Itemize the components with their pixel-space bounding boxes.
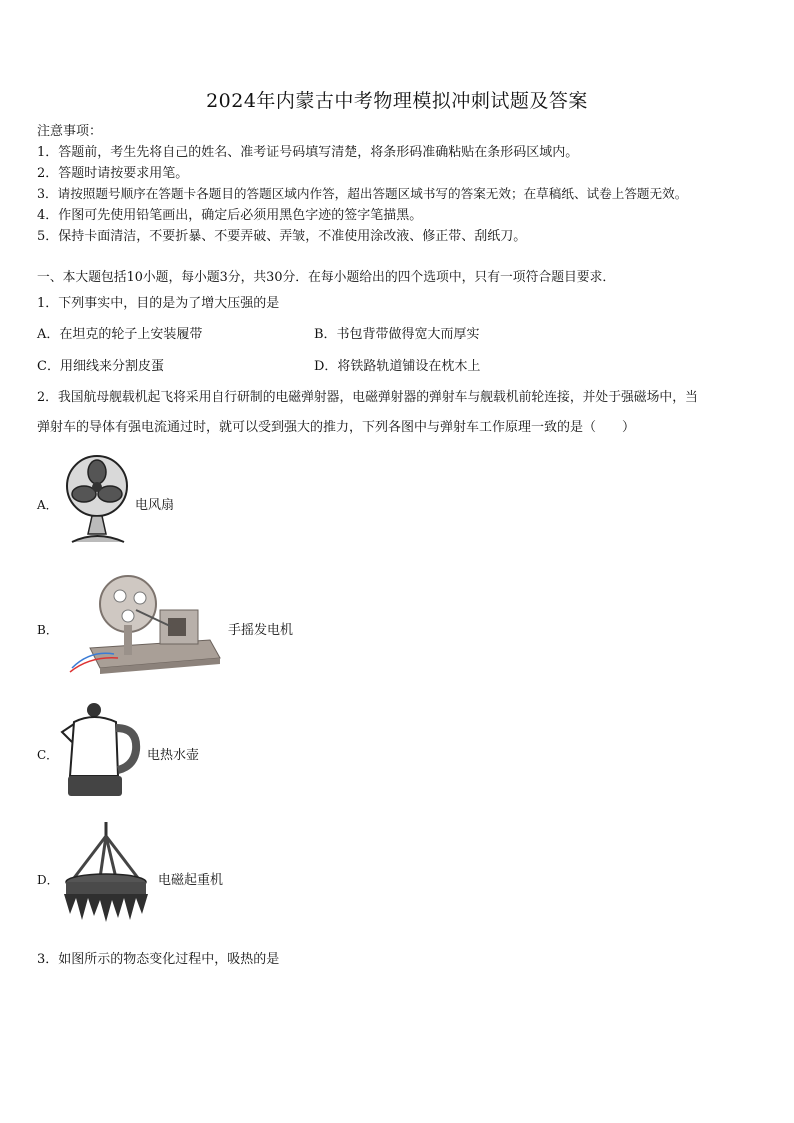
note-item-5: 5．保持卡面清洁，不要折暴、不要弄破、弄皱，不准使用涂改液、修正带、刮纸刀。 (37, 229, 527, 244)
note-item-2: 2．答题时请按要求用笔。 (37, 166, 189, 181)
question-2-choice-d-label: 电磁起重机 (158, 873, 224, 888)
page-title: 2024年内蒙古中考物理模拟冲刺试题及答案 (206, 90, 588, 112)
electromagnetic-crane-icon (60, 822, 155, 930)
question-2-stem-line-1: 2．我国航母舰载机起飞将采用自行研制的电磁弹射器，电磁弹射器的弹射车与舰载机前轮连接，并处于强磁场中，当 (37, 390, 698, 405)
section-heading: 一、本大题包括10小题，每小题3分，共30分．在每小题给出的四个选项中，只有一项符合题目要求． (37, 270, 616, 285)
note-item-1: 1．答题前，考生先将自己的姓名、准考证号码填写清楚，将条形码准确粘贴在条形码区域内。 (37, 145, 579, 160)
question-2-choice-c-letter: C． (37, 748, 59, 762)
question-2-choice-b-letter: B． (37, 623, 58, 637)
question-2-choice-a-label: 电风扇 (135, 498, 175, 513)
question-1-option-b: B．书包背带做得宽大而厚实 (314, 327, 480, 342)
notes-heading: 注意事项： (37, 124, 103, 139)
question-2-choice-a-letter: A． (37, 498, 58, 512)
electric-fan-icon (62, 450, 132, 548)
question-2-choice-b-label: 手摇发电机 (228, 623, 294, 638)
question-1-option-a: A．在坦克的轮子上安装履带 (37, 327, 203, 342)
hand-crank-generator-icon (60, 570, 225, 685)
question-1-option-c: C．用细线来分割皮蛋 (37, 359, 164, 374)
note-item-4: 4．作图可先使用铅笔画出，确定后必须用黑色字迹的签字笔描黑。 (37, 208, 423, 223)
question-2-stem-line-2: 弹射车的导体有强电流通过时，就可以受到强大的推力，下列各图中与弹射车工作原理一致的是（ ） (37, 420, 636, 435)
note-item-3: 3．请按照题号顺序在答题卡各题目的答题区域内作答，超出答题区域书写的答案无效；在草稿纸、试卷上答题无效。 (37, 186, 688, 201)
question-1-option-d: D．将铁路轨道铺设在枕木上 (314, 359, 481, 374)
question-3-stem: 3．如图所示的物态变化过程中，吸热的是 (37, 952, 280, 967)
question-1-stem: 1．下列事实中，目的是为了增大压强的是 (37, 296, 280, 311)
question-2-choice-d-letter: D． (37, 873, 59, 887)
question-2-choice-c-label: 电热水壶 (147, 748, 200, 763)
electric-kettle-icon (60, 702, 142, 802)
